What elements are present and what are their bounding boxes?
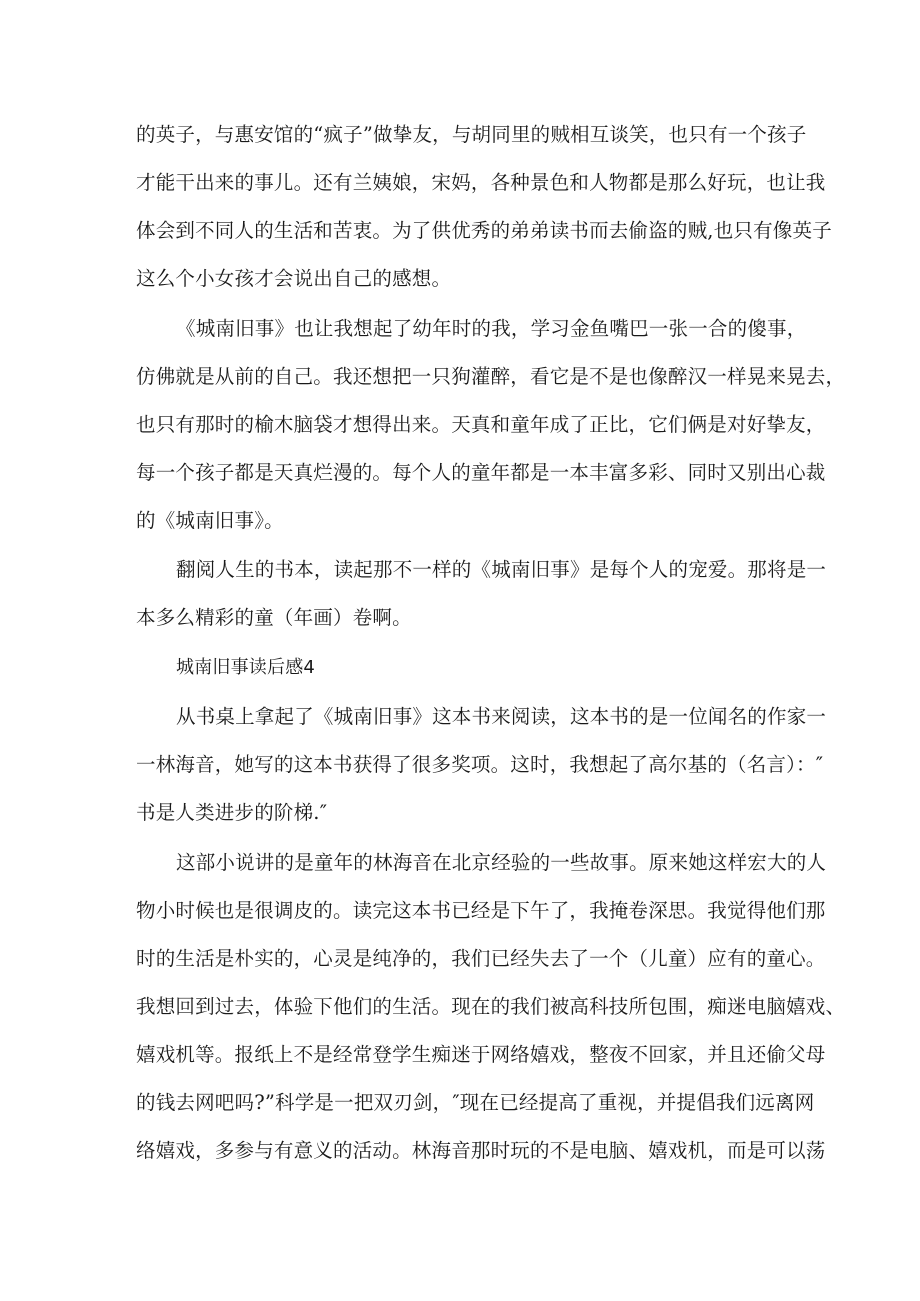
text-line: 翻阅人生的书本，读起那不一样的《城南旧事》是每个人的宠爱。那将是一	[176, 558, 827, 581]
text-line: 仿佛就是从前的自己。我还想把一只狗灌醉，看它是不是也像醉汉一样晃来晃去，	[136, 365, 846, 388]
text-line: 一林海音，她写的这本书获得了很多奖项。这时，我想起了高尔基的（名言）：″	[136, 753, 824, 776]
text-line: 络嬉戏，多参与有意义的活动。林海音那时玩的不是电脑、嬉戏机，而是可以荡	[136, 1139, 826, 1162]
text-line: 才能干出来的事儿。还有兰姨娘，宋妈，各种景色和人物都是那么好玩，也让我	[136, 171, 826, 194]
text-line: 这么个小女孩才会说出自己的感想。	[136, 267, 452, 290]
text-line: 的英子，与惠安馆的“疯子”做挚友，与胡同里的贼相互谈笑，也只有一个孩子	[136, 123, 807, 146]
text-line: 也只有那时的榆木脑袋才想得出来。天真和童年成了正比，它们俩是对好挚友，	[136, 413, 826, 436]
text-line: 本多么精彩的童（年画）卷啊。	[136, 606, 412, 629]
text-line: 《城南旧事》也让我想起了幼年时的我，学习金鱼嘴巴一张一合的傻事，	[176, 317, 807, 340]
text-line: 嬉戏机等。报纸上不是经常登学生痴迷于网络嬉戏，整夜不回家，并且还偷父母	[136, 1043, 826, 1066]
text-line: 的《城南旧事》。	[136, 509, 284, 532]
text-line: 物小时候也是很调皮的。读完这本书已经是下午了，我掩卷深思。我觉得他们那	[136, 899, 826, 922]
text-line: 的钱去网吧吗?”科学是一把双刃剑，″现在已经提高了重视，并提倡我们远离网	[136, 1091, 815, 1114]
text-line: 我想回到过去，体验下他们的生活。现在的我们被高科技所包围，痴迷电脑嬉戏、	[136, 995, 846, 1018]
section-heading: 城南旧事读后感4	[176, 657, 316, 678]
text-line: 每一个孩子都是天真烂漫的。每个人的童年都是一本丰富多彩、同时又别出心裁	[136, 461, 826, 484]
text-line: 体会到不同人的生活和苦衷。为了供优秀的弟弟读书而去偷盗的贼,也只有像英子	[136, 219, 832, 242]
text-line: 书是人类进步的阶梯.″	[136, 801, 328, 824]
text-line: 时的生活是朴实的，心灵是纯净的，我们已经失去了一个（儿童）应有的童心。	[136, 947, 826, 970]
text-line: 从书桌上拿起了《城南旧事》这本书来阅读，这本书的是一位闻名的作家一	[176, 705, 827, 728]
text-line: 这部小说讲的是童年的林海音在北京经验的一些故事。原来她这样宏大的人	[176, 851, 827, 874]
